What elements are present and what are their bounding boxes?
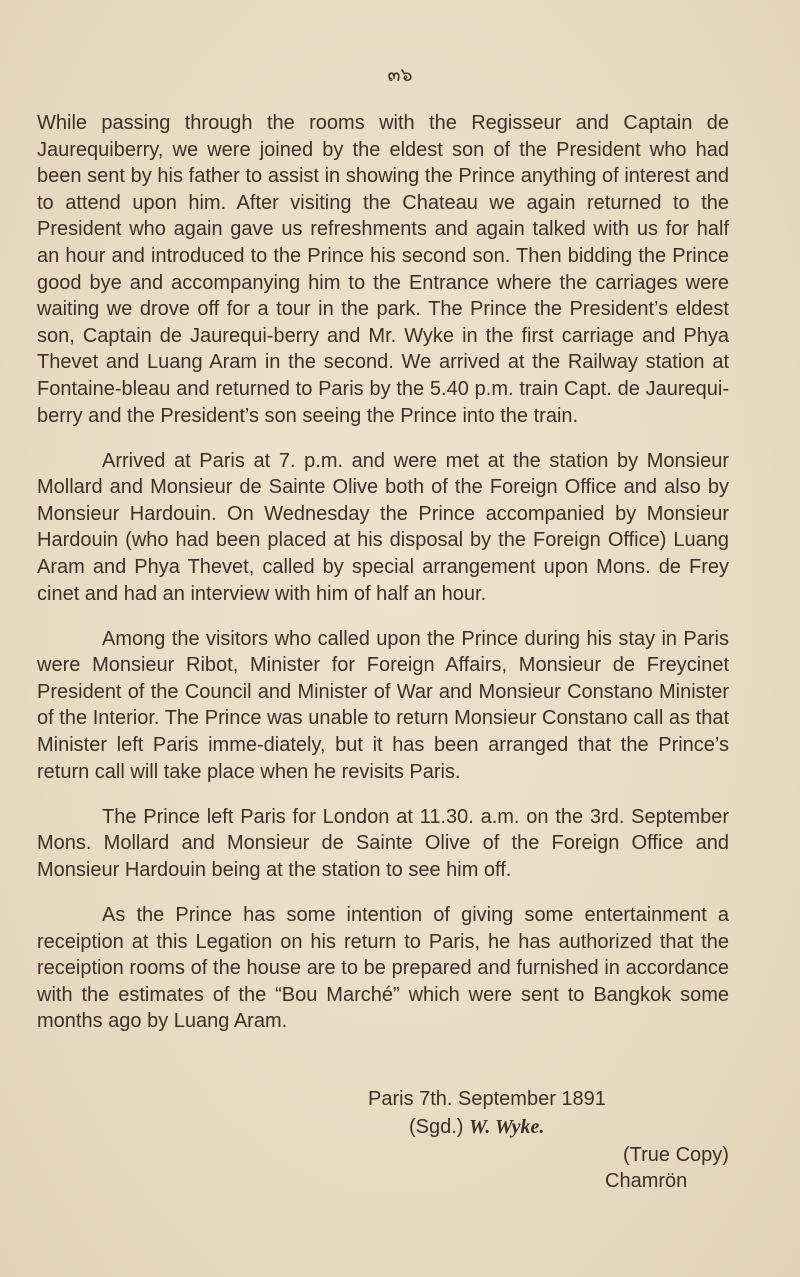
page-number: ๓๖ [387, 64, 413, 86]
signed-line [409, 1114, 544, 1140]
place-and-date: Paris 7th. September 1891 [368, 1088, 606, 1110]
paragraph-5: As the Prince has some intention of giving some entertainment a receiption at this Legation on his return to Paris, he has authorized that the receiption rooms of the house are to be prepared and furnished in accordance with the estimates of the “Bou Marché” which were sent to Bangkok some months ago by Luang Aram. [37, 904, 729, 1033]
signatory-name: W. Wyke. [469, 1116, 545, 1138]
paragraph-3: Among the visitors who called upon the Prince during his stay in Paris were Monsieur Ribot, Minister for Foreign Affairs, Monsieur de Freycinet President of the Council and Minister of War and Monsieur Constano Minister of the Interior. The Prince was unable to return Monsieur Constano call as that Minister left Paris imme-diately, but it has been arranged that the Prince’s return call will take place when he revisits Paris. [37, 627, 729, 783]
paragraph-4: The Prince left Paris for London at 11.30. a.m. on the 3rd. September Mons. Mollard and Monsieur de Sainte Olive of the Foreign Office and Monsieur Hardouin being at the station to see him off. [37, 805, 729, 881]
true-copy-label: (True Copy) [623, 1144, 729, 1166]
paragraph-1: While passing through the rooms with the Regisseur and Captain de Jaurequiberry, we were joined by the eldest son of the President who had been sent by his father to assist in showing the Prince anything of interest and to attend upon him. After visiting the Chateau we again returned to the President who again gave us refreshments and again talked with us for half an hour and introduced to the Prince his second son. Then bidding the Prince good bye and accompanying him to the Entrance where the carriages were waiting we drove off for a tour in the park. The Prince the President’s eldest son, Captain de Jaurequi-berry and Mr. Wyke in the first carriage and Phya Thevet and Luang Aram in the second. We arrived at the Railway station at Fontaine-bleau and returned to Paris by the 5.40 p.m. train Capt. de Jaurequi-berry and the President’s son seeing the Prince into the train. [37, 112, 729, 427]
signed-prefix: (Sgd.) [409, 1116, 464, 1138]
document-body [37, 110, 729, 1054]
copier-name: Chamrön [605, 1170, 688, 1192]
paragraph-2: Arrived at Paris at 7. p.m. and were met at the station by Monsieur Mollard and Monsieur de Sainte Olive both of the Foreign Office and also by Monsieur Hardouin. On Wednesday the Prince accompanied by Monsieur Hardouin (who had been placed at his disposal by the Foreign Office) Luang Aram and Phya Thevet, called by special arrangement upon Mons. de Frey cinet and had an interview with him of half an hour. [37, 449, 729, 605]
